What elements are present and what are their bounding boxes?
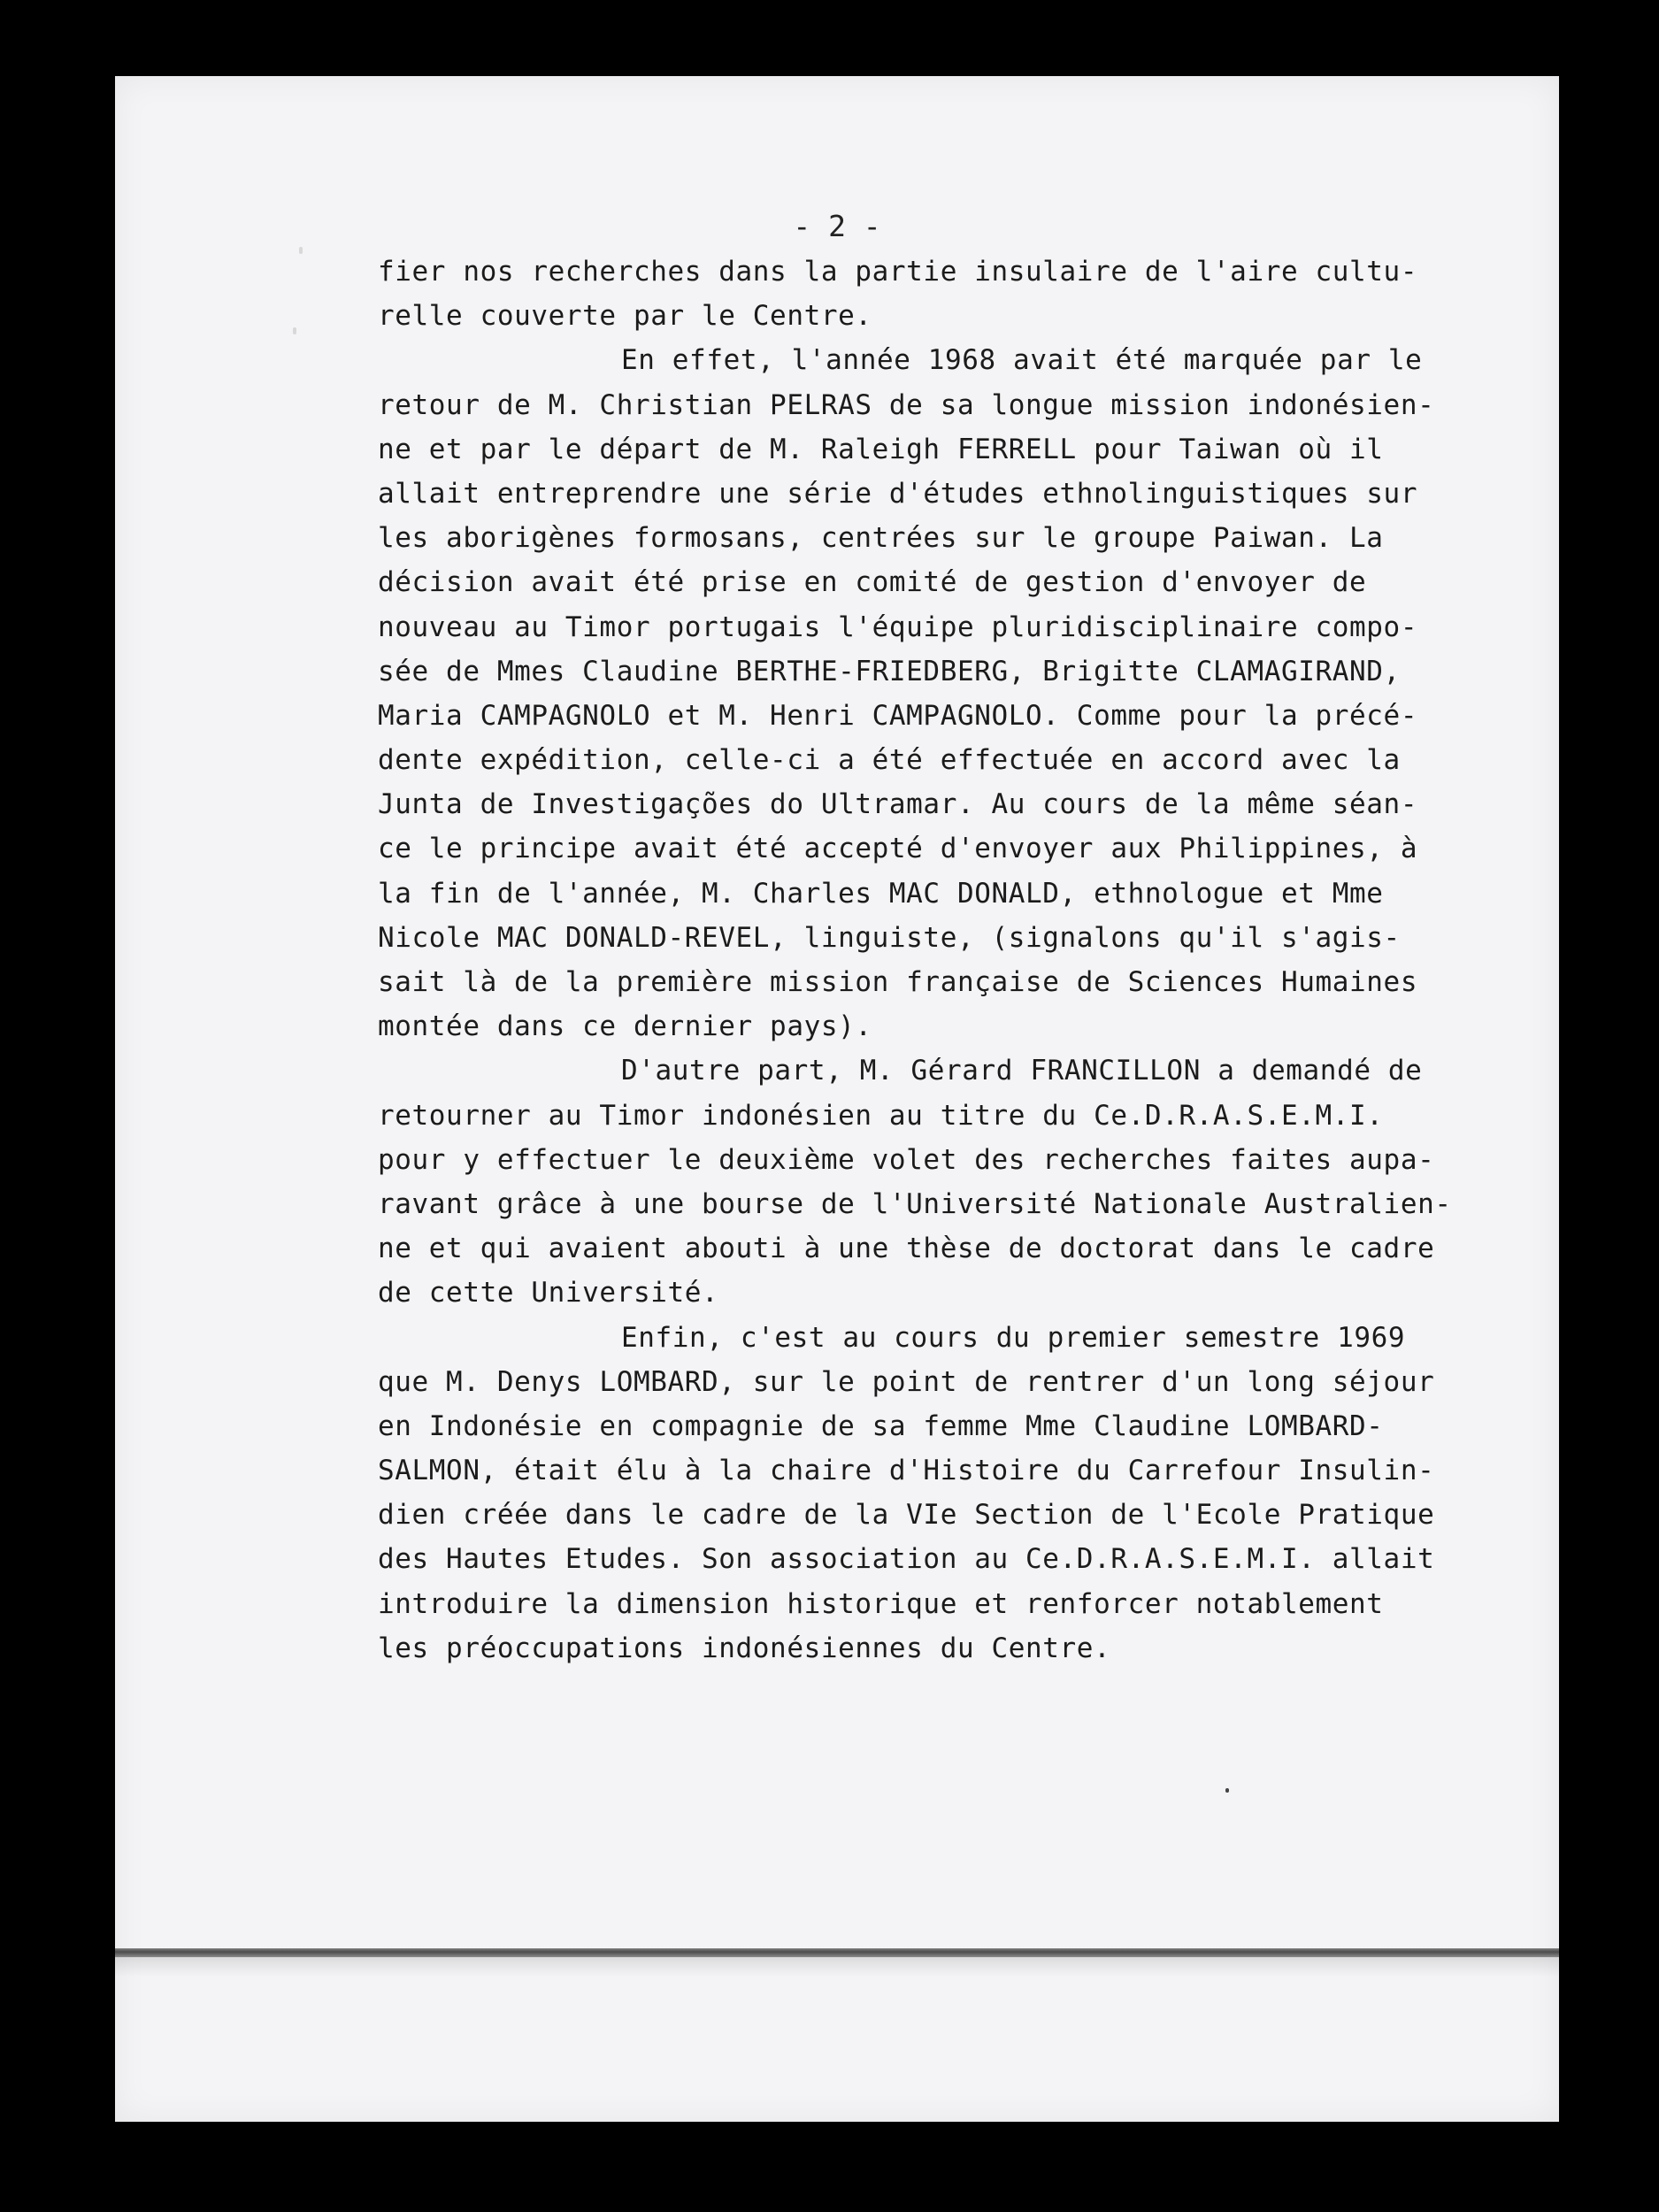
text-line: la fin de l'année, M. Charles MAC DONALD, ethnologue et Mme xyxy=(378,877,1384,910)
text-line: ravant grâce à une bourse de l'Université Nationale Australien- xyxy=(378,1187,1452,1220)
body-text xyxy=(378,250,1546,1671)
text-line: en Indonésie en compagnie de sa femme Mme Claudine LOMBARD- xyxy=(378,1409,1384,1442)
text-line: que M. Denys LOMBARD, sur le point de rentrer d'un long séjour xyxy=(378,1365,1435,1398)
text-line: décision avait été prise en comité de gestion d'envoyer de xyxy=(378,566,1367,599)
text-line: les aborigènes formosans, centrées sur le groupe Paiwan. La xyxy=(378,522,1384,555)
fold-shadow xyxy=(115,1957,1559,1977)
text-line: fier nos recherches dans la partie insulaire de l'aire cultu- xyxy=(378,256,1418,288)
text-line: Junta de Investigações do Ultramar. Au cours de la même séan- xyxy=(378,788,1418,821)
text-line: retourner au Timor indonésien au titre du Ce.D.R.A.S.E.M.I. xyxy=(378,1099,1384,1132)
fold-line xyxy=(115,1948,1559,1957)
text-line: Nicole MAC DONALD-REVEL, linguiste, (signalons qu'il s'agis- xyxy=(378,921,1401,954)
text-line: relle couverte par le Centre. xyxy=(378,300,872,333)
text-line: ce le principe avait été accepté d'envoyer aux Philippines, à xyxy=(378,833,1418,865)
paper-mark xyxy=(299,247,303,254)
text-line: En effet, l'année 1968 avait été marquée par le xyxy=(621,344,1423,377)
text-line: dien créée dans le cadre de la VIe Section de l'Ecole Pratique xyxy=(378,1499,1435,1532)
text-line: de cette Université. xyxy=(378,1277,719,1310)
text-line: introduire la dimension historique et renforcer notablement xyxy=(378,1587,1384,1620)
text-line: Enfin, c'est au cours du premier semestre 1969 xyxy=(621,1321,1406,1354)
text-line: nouveau au Timor portugais l'équipe pluridisciplinaire compo- xyxy=(378,611,1418,643)
text-line: dente expédition, celle-ci a été effectuée en accord avec la xyxy=(378,744,1401,777)
text-line: sée de Mmes Claudine BERTHE-FRIEDBERG, Brigitte CLAMAGIRAND, xyxy=(378,655,1401,687)
text-line: sait là de la première mission française de Sciences Humaines xyxy=(378,966,1418,998)
text-line: montée dans ce dernier pays). xyxy=(378,1010,872,1043)
text-line: retour de M. Christian PELRAS de sa longue mission indonésien- xyxy=(378,388,1435,421)
document-page xyxy=(115,76,1559,2122)
text-line: ne et par le départ de M. Raleigh FERRELL pour Taiwan où il xyxy=(378,433,1384,465)
paper-mark xyxy=(293,327,296,334)
text-line: D'autre part, M. Gérard FRANCILLON a demandé de xyxy=(621,1055,1423,1087)
text-line: les préoccupations indonésiennes du Centre. xyxy=(378,1632,1111,1664)
text-line: SALMON, était élu à la chaire d'Histoire du Carrefour Insulin- xyxy=(378,1455,1435,1487)
page-number: - 2 - xyxy=(793,209,881,243)
text-line: pour y effectuer le deuxième volet des recherches faites aupa- xyxy=(378,1143,1435,1176)
text-line: allait entreprendre une série d'études ethnolinguistiques sur xyxy=(378,477,1418,510)
text-line: Maria CAMPAGNOLO et M. Henri CAMPAGNOLO. Comme pour la précé- xyxy=(378,699,1418,732)
ink-speck xyxy=(1225,1788,1229,1793)
text-line: des Hautes Etudes. Son association au Ce.D.R.A.S.E.M.I. allait xyxy=(378,1543,1435,1576)
text-line: ne et qui avaient abouti à une thèse de doctorat dans le cadre xyxy=(378,1233,1435,1265)
